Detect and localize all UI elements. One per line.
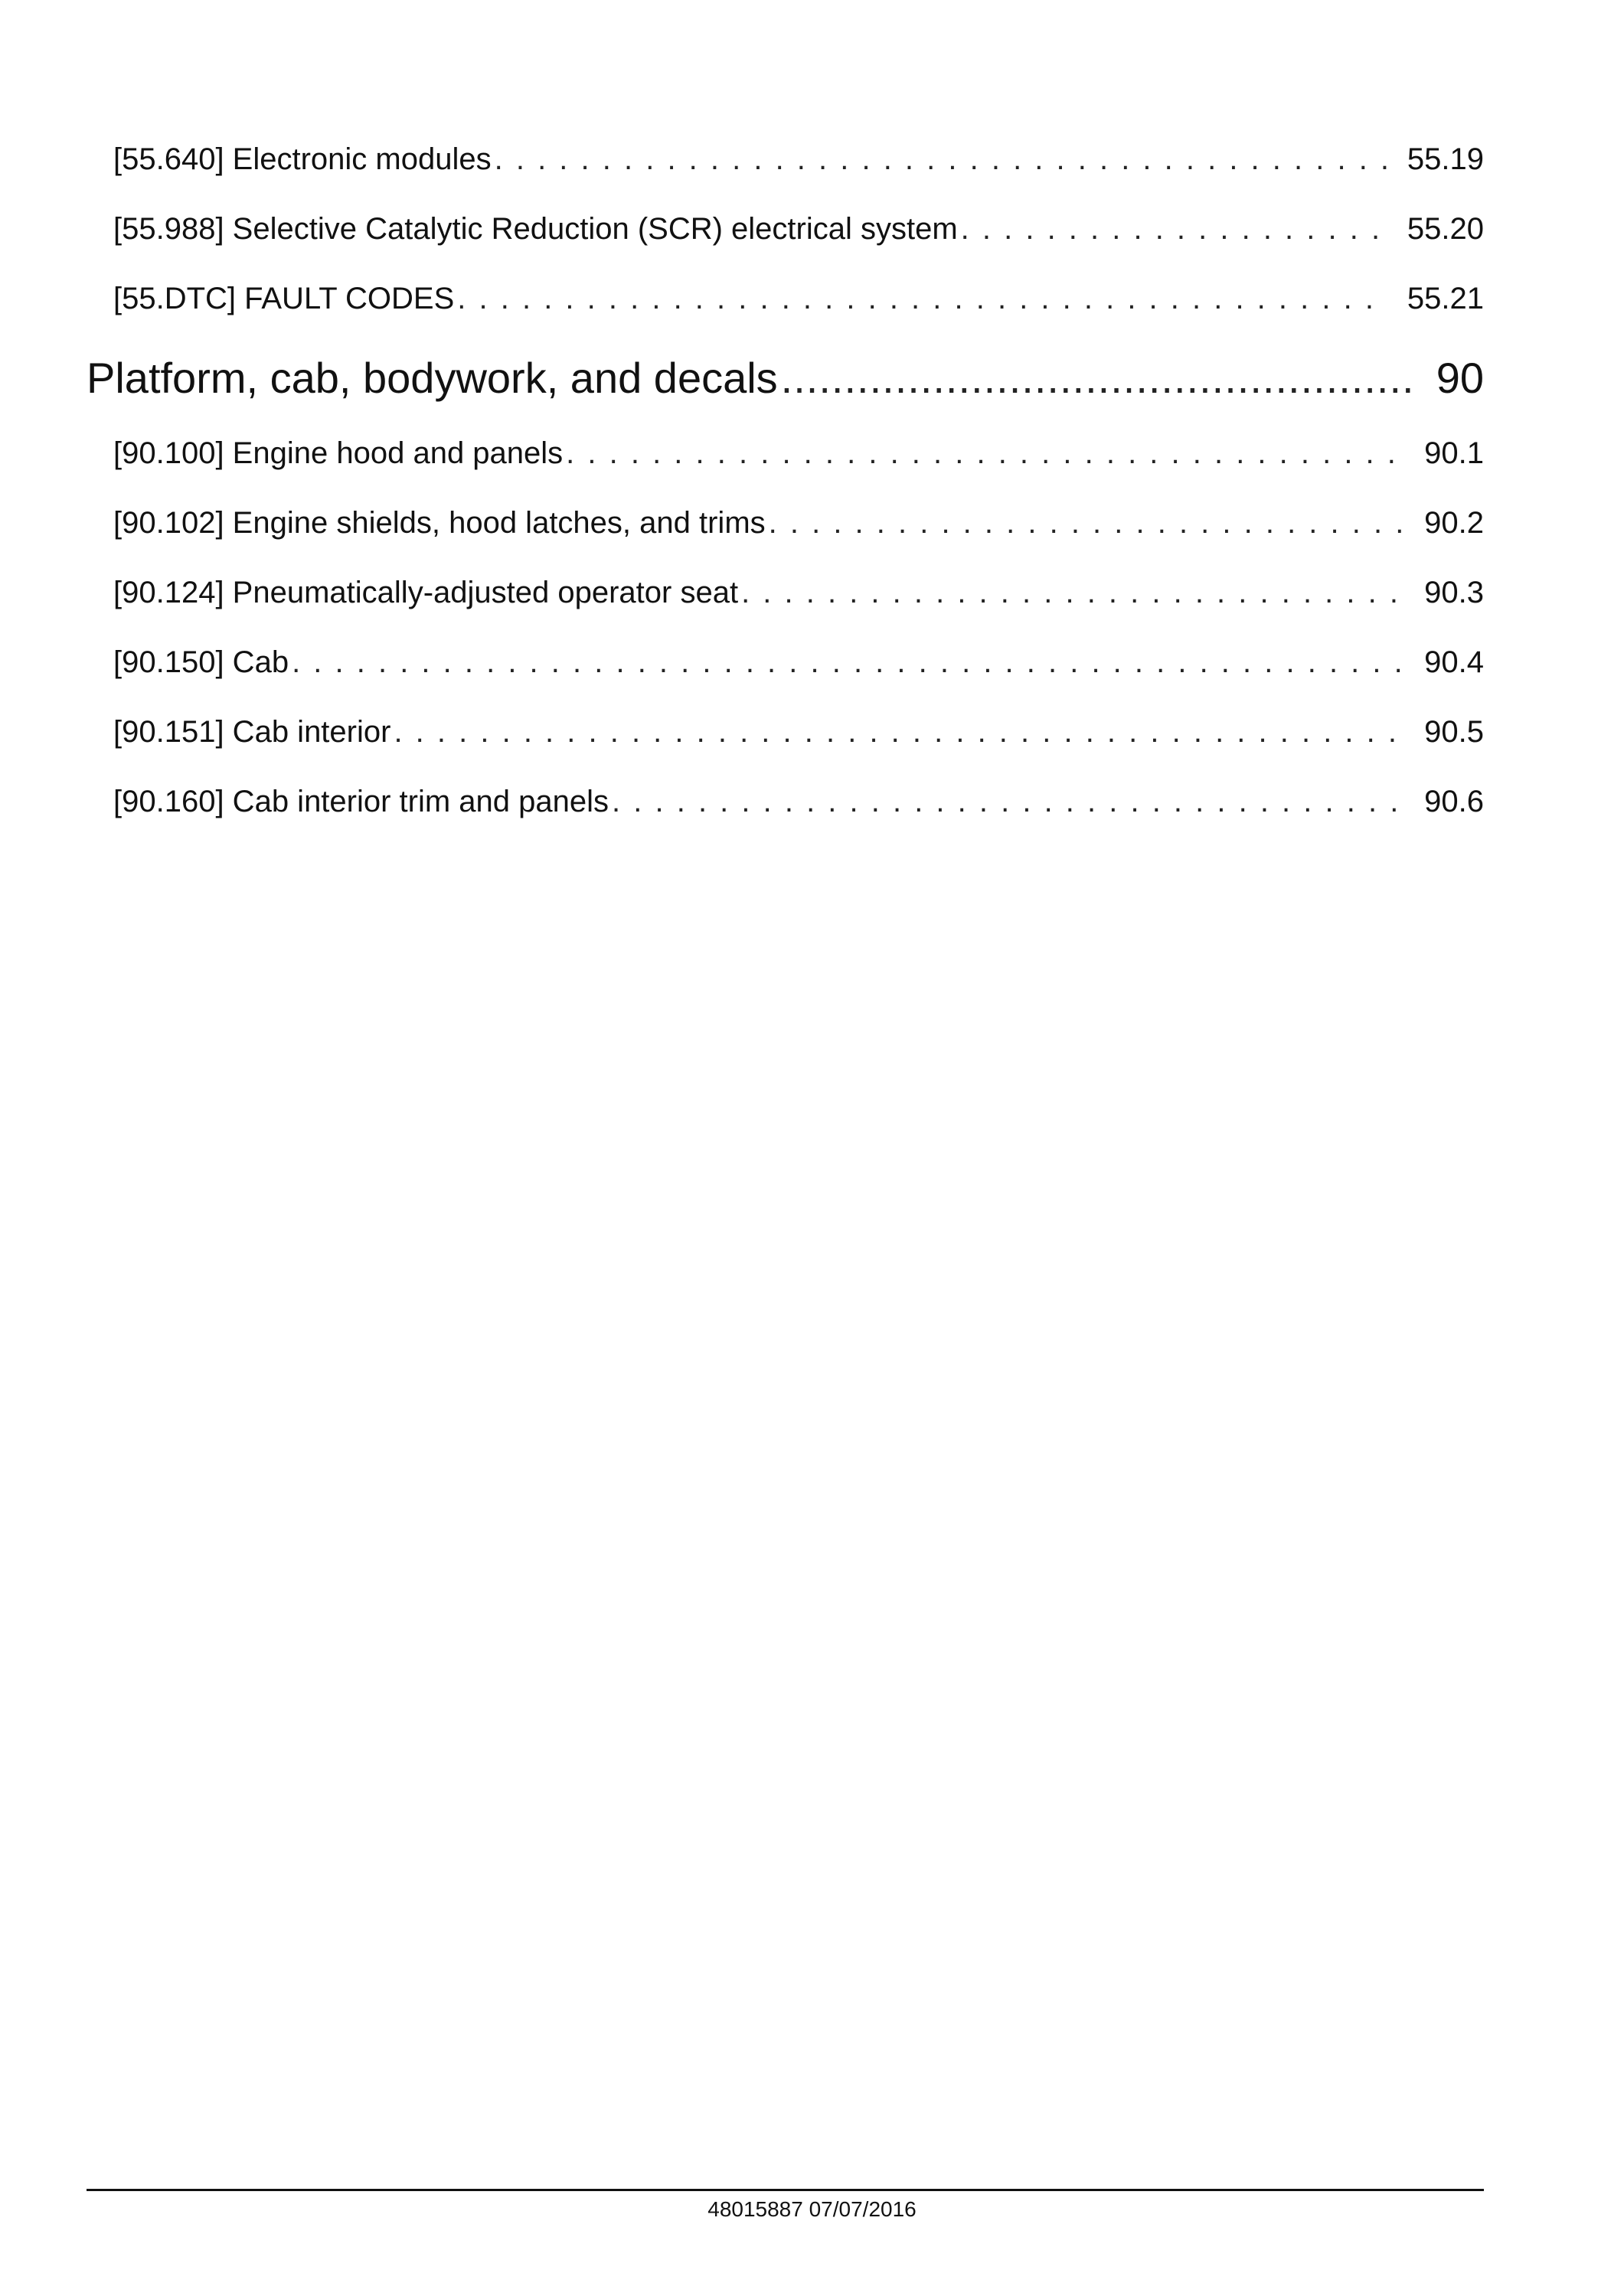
dot-leader bbox=[495, 138, 1389, 181]
toc-entry-55-988[interactable] bbox=[113, 207, 1484, 250]
toc-entry-90-102[interactable] bbox=[113, 501, 1484, 544]
toc-entry-page: 90.5 bbox=[1424, 715, 1484, 749]
dot-leader bbox=[741, 571, 1406, 614]
toc-entry-page: 90.1 bbox=[1424, 436, 1484, 470]
toc-entry-page: 55.20 bbox=[1407, 212, 1484, 246]
dot-leader bbox=[566, 432, 1406, 475]
toc-entry-55-640[interactable] bbox=[113, 138, 1484, 181]
footer-doc-id: 48015887 07/07/2016 bbox=[707, 2197, 917, 2221]
footer-rule bbox=[87, 2189, 1484, 2191]
dot-leader bbox=[612, 780, 1406, 823]
toc-entry-90-150[interactable] bbox=[113, 641, 1484, 684]
section-title: Platform, cab, bodywork, and decals bbox=[87, 354, 778, 402]
toc-entry-label: [90.100] Engine hood and panels bbox=[113, 436, 564, 470]
toc-entry-label: [55.DTC] FAULT CODES bbox=[113, 282, 455, 315]
toc-entry-90-124[interactable] bbox=[113, 571, 1484, 614]
toc-entry-label: [90.151] Cab interior bbox=[113, 715, 391, 749]
toc-entry-page: 55.19 bbox=[1407, 142, 1484, 176]
toc-entry-label: [90.124] Pneumatically-adjusted operator seat bbox=[113, 576, 739, 609]
toc-entry-label: [90.150] Cab bbox=[113, 645, 289, 679]
section-page: 90 bbox=[1436, 354, 1484, 402]
toc-entry-label: [90.160] Cab interior trim and panels bbox=[113, 785, 609, 818]
toc-entry-page: 55.21 bbox=[1407, 282, 1484, 315]
toc-entry-90-160[interactable] bbox=[113, 780, 1484, 823]
toc-entry-90-151[interactable] bbox=[113, 710, 1484, 753]
dot-leader bbox=[394, 710, 1406, 753]
dot-leader bbox=[457, 277, 1389, 320]
toc-entry-90-100[interactable] bbox=[113, 432, 1484, 475]
toc-entry-page: 90.3 bbox=[1424, 576, 1484, 609]
dot-leader bbox=[292, 641, 1406, 684]
toc-entry-page: 90.4 bbox=[1424, 645, 1484, 679]
toc-section-90[interactable] bbox=[87, 349, 1484, 407]
toc-entry-page: 90.2 bbox=[1424, 506, 1484, 540]
toc-entry-page: 90.6 bbox=[1424, 785, 1484, 818]
dot-leader bbox=[781, 349, 1413, 407]
dot-leader bbox=[961, 207, 1389, 250]
toc-entry-label: [55.988] Selective Catalytic Reduction (SCR) electrical system bbox=[113, 212, 958, 246]
toc-entry-label: [90.102] Engine shields, hood latches, and trims bbox=[113, 506, 766, 540]
toc-entry-label: [55.640] Electronic modules bbox=[113, 142, 492, 176]
dot-leader bbox=[769, 501, 1407, 544]
toc-entry-55-dtc[interactable] bbox=[113, 277, 1484, 320]
